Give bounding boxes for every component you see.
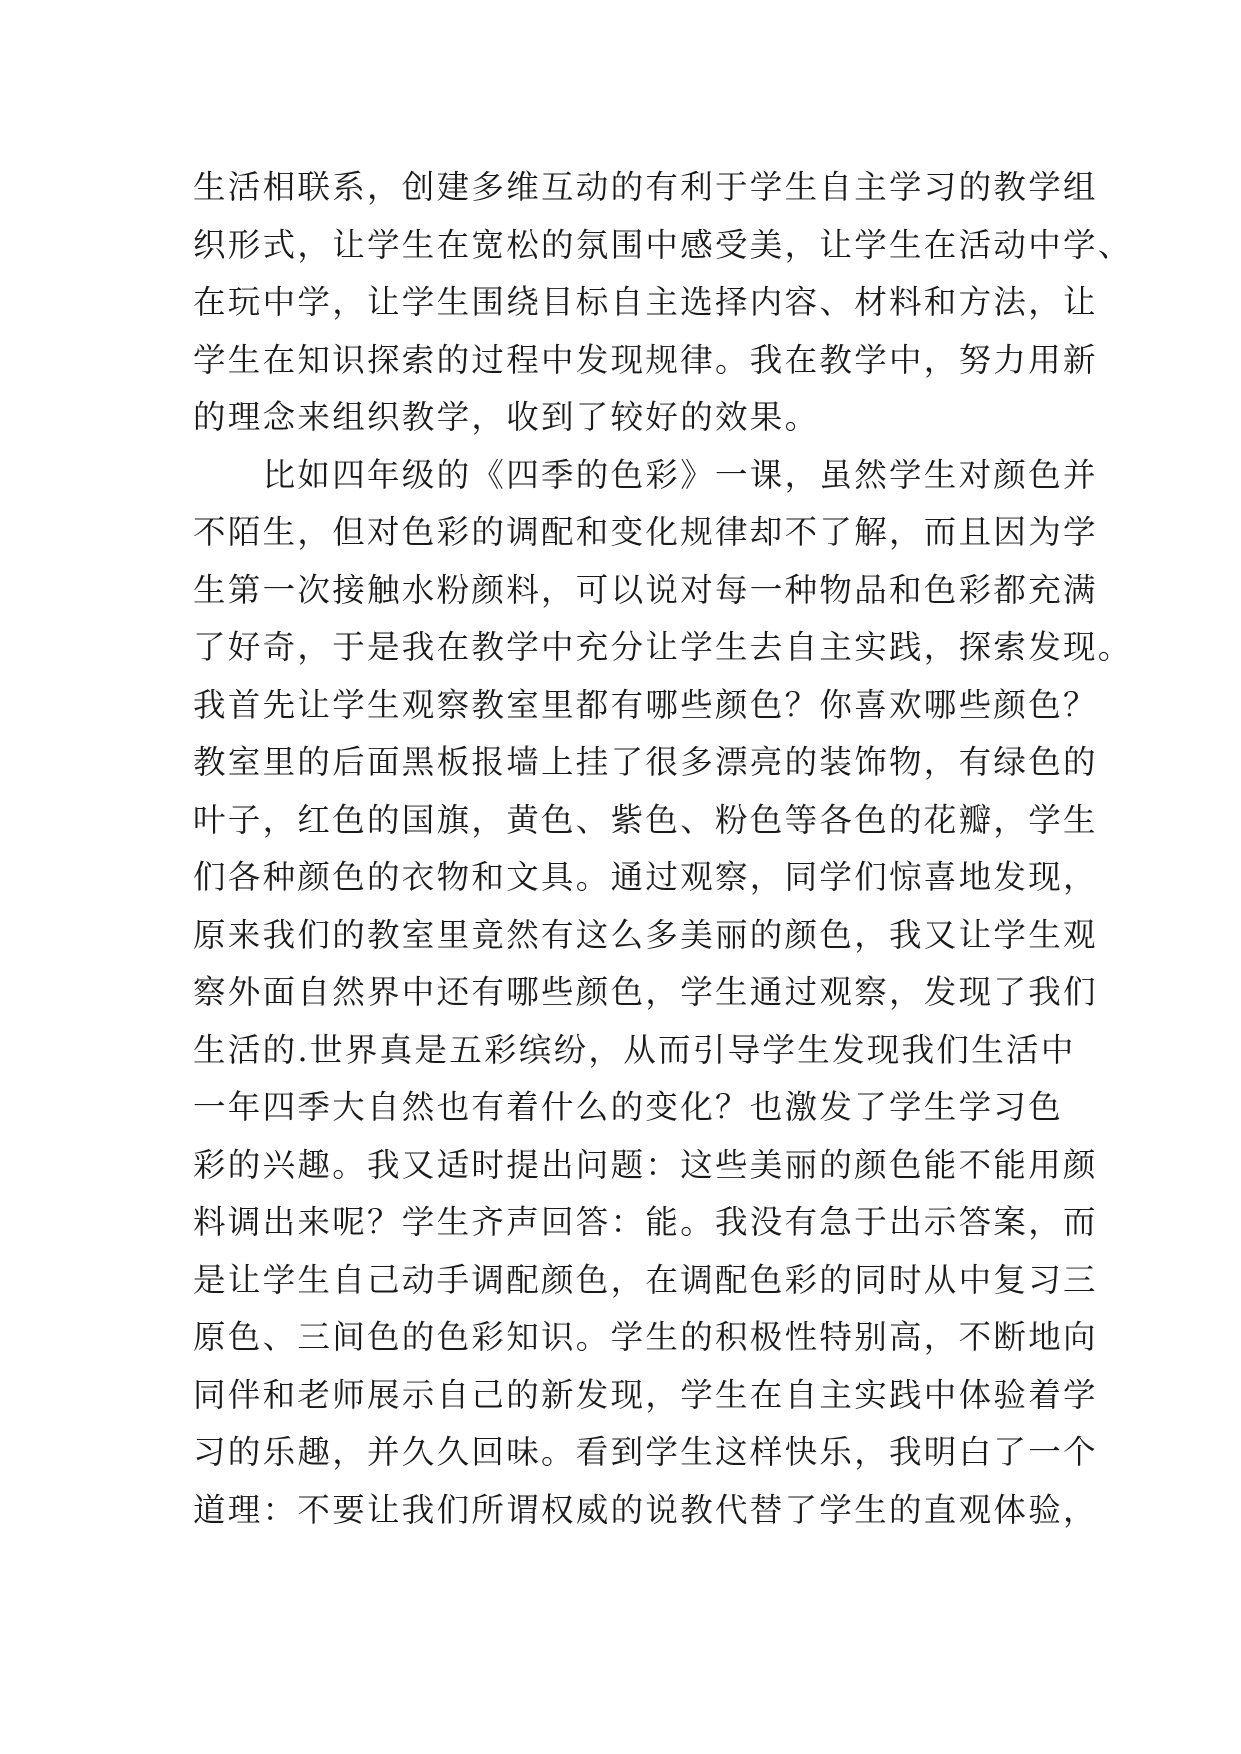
text-line: 不陌生，但对色彩的调配和变化规律却不了解，而且因为学 <box>193 513 1098 551</box>
text-line: 察外面自然界中还有哪些颜色，学生通过观察，发现了我们 <box>193 973 1098 1011</box>
text-line: 生活的.世界真是五彩缤纷，从而引导学生发现我们生活中 <box>193 1030 1076 1069</box>
text-line: 我首先让学生观察教室里都有哪些颜色？你喜欢哪些颜色？ <box>193 685 1098 724</box>
text-line: 生活相联系，创建多维互动的有利于学生自主学习的教学组 <box>193 168 1098 206</box>
body-text <box>193 159 1133 1539</box>
text-line: 原来我们的教室里竟然有这么多美丽的颜色，我又让学生观 <box>193 915 1098 954</box>
paragraph-start-line: 比如四年级的《四季的色彩》一课，虽然学生对颜色并 <box>193 455 1098 494</box>
text-line: 原色、三间色的色彩知识。学生的积极性特别高，不断地向 <box>193 1318 1098 1356</box>
text-line: 教室里的后面黑板报墙上挂了很多漂亮的装饰物，有绿色的 <box>193 743 1098 781</box>
text-line: 料调出来呢？学生齐声回答：能。我没有急于出示答案，而 <box>193 1203 1098 1241</box>
text-line: 彩的兴趣。我又适时提出问题：这些美丽的颜色能不能用颜 <box>193 1145 1098 1184</box>
text-line: 学生在知识探索的过程中发现规律。我在教学中，努力用新 <box>193 340 1098 379</box>
text-line: 生第一次接触水粉颜料，可以说对每一种物品和色彩都充满 <box>193 570 1098 609</box>
text-line: 叶子，红色的国旗，黄色、紫色、粉色等各色的花瓣，学生 <box>193 800 1098 839</box>
text-line: 是让学生自己动手调配颜色，在调配色彩的同时从中复习三 <box>193 1260 1098 1299</box>
text-line: 们各种颜色的衣物和文具。通过观察，同学们惊喜地发现， <box>193 858 1098 896</box>
text-line: 一年四季大自然也有着什么的变化？也激发了学生学习色 <box>193 1088 1064 1126</box>
text-line: 织形式，让学生在宽松的氛围中感受美，让学生在活动中学、 <box>193 225 1133 264</box>
text-line: 在玩中学，让学生围绕目标自主选择内容、材料和方法，让 <box>193 283 1098 321</box>
text-line: 同伴和老师展示自己的新发现，学生在自主实践中体验着学 <box>193 1375 1098 1414</box>
text-line: 习的乐趣，并久久回味。看到学生这样快乐，我明白了一个 <box>193 1433 1098 1471</box>
text-line: 了好奇，于是我在教学中充分让学生去自主实践，探索发现。 <box>193 628 1133 666</box>
text-line: 道理：不要让我们所谓权威的说教代替了学生的直观体验， <box>193 1490 1098 1529</box>
text-line: 的理念来组织教学，收到了较好的效果。 <box>193 398 820 436</box>
